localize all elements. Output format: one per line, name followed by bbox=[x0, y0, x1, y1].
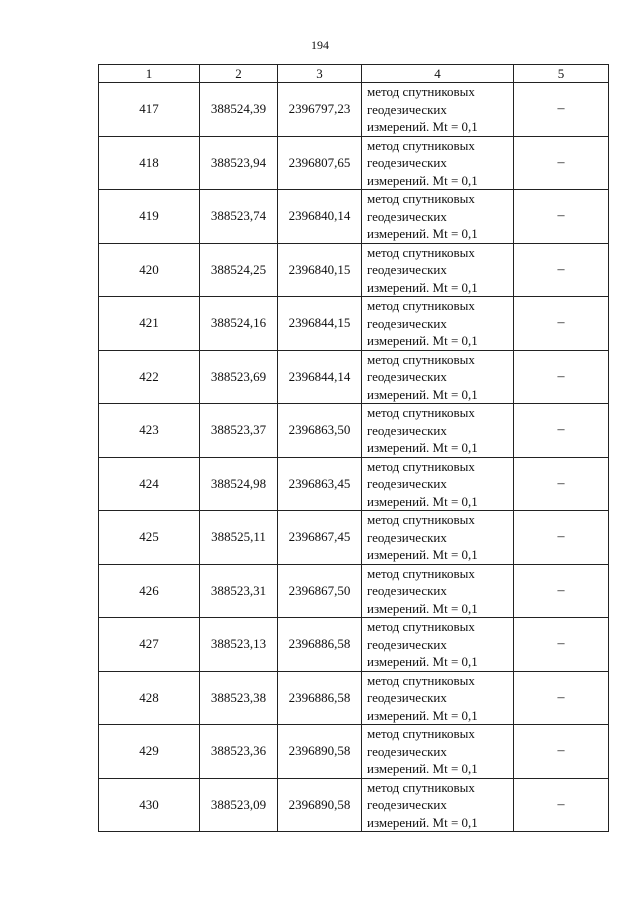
table-row bbox=[99, 618, 609, 672]
method-line: метод спутниковых bbox=[367, 351, 475, 367]
point-number-cell: 426 bbox=[99, 564, 200, 618]
method-cell bbox=[362, 243, 514, 297]
note-cell: – bbox=[514, 404, 609, 458]
table-row bbox=[99, 297, 609, 351]
point-number-cell: 428 bbox=[99, 671, 200, 725]
method-line: геодезических bbox=[367, 422, 447, 438]
method-line: геодезических bbox=[367, 636, 447, 652]
x-coordinate-cell: 388523,13 bbox=[200, 618, 278, 672]
table-row bbox=[99, 83, 609, 137]
note-cell: – bbox=[514, 778, 609, 832]
method-cell bbox=[362, 190, 514, 244]
x-coordinate-cell: 388524,25 bbox=[200, 243, 278, 297]
header-row bbox=[99, 65, 609, 83]
method-line: геодезических bbox=[367, 315, 447, 331]
y-coordinate-cell: 2396863,50 bbox=[278, 404, 362, 458]
x-coordinate-cell: 388523,69 bbox=[200, 350, 278, 404]
method-line: измерений. Mt = 0,1 bbox=[367, 761, 478, 776]
method-cell bbox=[362, 511, 514, 565]
y-coordinate-cell: 2396844,15 bbox=[278, 297, 362, 351]
note-cell: – bbox=[514, 457, 609, 511]
point-number-cell: 417 bbox=[99, 83, 200, 137]
method-line: геодезических bbox=[367, 797, 447, 812]
method-line: метод спутниковых bbox=[367, 619, 475, 634]
x-coordinate-cell: 388525,11 bbox=[200, 511, 278, 565]
x-coordinate-cell: 388523,94 bbox=[200, 136, 278, 190]
method-line: метод спутниковых bbox=[367, 779, 475, 795]
method-line: измерений. Mt = 0,1 bbox=[367, 600, 478, 616]
x-coordinate-cell: 388523,74 bbox=[200, 190, 278, 244]
note-cell: – bbox=[514, 350, 609, 404]
method-cell bbox=[362, 136, 514, 190]
note-cell: – bbox=[514, 671, 609, 725]
note-cell: – bbox=[514, 83, 609, 137]
note-cell: – bbox=[514, 297, 609, 351]
note-cell: – bbox=[514, 190, 609, 244]
table-row bbox=[99, 564, 609, 618]
page-number: 194 bbox=[311, 38, 329, 52]
method-line: измерений. Mt = 0,1 bbox=[367, 814, 478, 830]
header-col-3: 3 bbox=[278, 65, 362, 83]
x-coordinate-cell: 388523,36 bbox=[200, 725, 278, 779]
method-line: геодезических bbox=[367, 529, 447, 545]
header-col-2: 2 bbox=[200, 65, 278, 83]
y-coordinate-cell: 2396890,58 bbox=[278, 725, 362, 779]
y-coordinate-cell: 2396807,65 bbox=[278, 136, 362, 190]
method-line: метод спутниковых bbox=[367, 672, 475, 688]
y-coordinate-cell: 2396840,15 bbox=[278, 243, 362, 297]
method-line: метод спутниковых bbox=[367, 726, 475, 741]
x-coordinate-cell: 388523,37 bbox=[200, 404, 278, 458]
method-cell bbox=[362, 671, 514, 725]
method-line: геодезических bbox=[367, 743, 447, 759]
method-line: геодезических bbox=[367, 369, 447, 384]
table-row bbox=[99, 243, 609, 297]
method-line: измерений. Mt = 0,1 bbox=[367, 172, 478, 188]
method-line: метод спутниковых bbox=[367, 84, 475, 99]
method-cell bbox=[362, 83, 514, 137]
y-coordinate-cell: 2396840,14 bbox=[278, 190, 362, 244]
note-cell: – bbox=[514, 136, 609, 190]
method-cell bbox=[362, 350, 514, 404]
table-row bbox=[99, 778, 609, 832]
method-line: метод спутниковых bbox=[367, 244, 475, 260]
y-coordinate-cell: 2396867,50 bbox=[278, 564, 362, 618]
x-coordinate-cell: 388523,09 bbox=[200, 778, 278, 832]
coordinates-table bbox=[98, 64, 609, 832]
point-number-cell: 427 bbox=[99, 618, 200, 672]
method-cell bbox=[362, 725, 514, 779]
method-line: измерений. Mt = 0,1 bbox=[367, 226, 478, 241]
table-row bbox=[99, 511, 609, 565]
table-header bbox=[99, 65, 609, 83]
method-line: метод спутниковых bbox=[367, 458, 475, 474]
method-line: измерений. Mt = 0,1 bbox=[367, 333, 478, 348]
point-number-cell: 421 bbox=[99, 297, 200, 351]
method-cell bbox=[362, 564, 514, 618]
note-cell: – bbox=[514, 243, 609, 297]
method-line: метод спутниковых bbox=[367, 565, 475, 581]
point-number-cell: 425 bbox=[99, 511, 200, 565]
table-row bbox=[99, 404, 609, 458]
point-number-cell: 430 bbox=[99, 778, 200, 832]
point-number-cell: 418 bbox=[99, 136, 200, 190]
method-cell bbox=[362, 457, 514, 511]
y-coordinate-cell: 2396844,14 bbox=[278, 350, 362, 404]
method-line: измерений. Mt = 0,1 bbox=[367, 654, 478, 669]
table-row bbox=[99, 136, 609, 190]
note-cell: – bbox=[514, 564, 609, 618]
x-coordinate-cell: 388524,16 bbox=[200, 297, 278, 351]
method-line: измерений. Mt = 0,1 bbox=[367, 279, 478, 295]
method-cell bbox=[362, 618, 514, 672]
method-line: измерений. Mt = 0,1 bbox=[367, 440, 478, 455]
table-row bbox=[99, 350, 609, 404]
y-coordinate-cell: 2396890,58 bbox=[278, 778, 362, 832]
header-col-5: 5 bbox=[514, 65, 609, 83]
y-coordinate-cell: 2396886,58 bbox=[278, 618, 362, 672]
method-line: геодезических bbox=[367, 690, 447, 705]
table-row bbox=[99, 190, 609, 244]
method-line: измерений. Mt = 0,1 bbox=[367, 493, 478, 509]
point-number-cell: 420 bbox=[99, 243, 200, 297]
method-line: геодезических bbox=[367, 583, 447, 598]
method-cell bbox=[362, 778, 514, 832]
method-line: измерений. Mt = 0,1 bbox=[367, 386, 478, 402]
header-col-1: 1 bbox=[99, 65, 200, 83]
method-line: измерений. Mt = 0,1 bbox=[367, 547, 478, 562]
method-line: геодезических bbox=[367, 101, 447, 117]
method-cell bbox=[362, 297, 514, 351]
method-line: геодезических bbox=[367, 208, 447, 224]
y-coordinate-cell: 2396863,45 bbox=[278, 457, 362, 511]
method-line: геодезических bbox=[367, 476, 447, 491]
method-line: метод спутниковых bbox=[367, 512, 475, 527]
method-line: метод спутниковых bbox=[367, 405, 475, 420]
note-cell: – bbox=[514, 725, 609, 779]
method-line: метод спутниковых bbox=[367, 191, 475, 206]
y-coordinate-cell: 2396886,58 bbox=[278, 671, 362, 725]
point-number-cell: 422 bbox=[99, 350, 200, 404]
point-number-cell: 423 bbox=[99, 404, 200, 458]
y-coordinate-cell: 2396867,45 bbox=[278, 511, 362, 565]
method-line: геодезических bbox=[367, 262, 447, 277]
method-line: измерений. Mt = 0,1 bbox=[367, 707, 478, 723]
x-coordinate-cell: 388524,39 bbox=[200, 83, 278, 137]
header-col-4: 4 bbox=[362, 65, 514, 83]
table-body bbox=[99, 83, 609, 832]
y-coordinate-cell: 2396797,23 bbox=[278, 83, 362, 137]
method-line: геодезических bbox=[367, 155, 447, 170]
x-coordinate-cell: 388523,31 bbox=[200, 564, 278, 618]
method-line: измерений. Mt = 0,1 bbox=[367, 119, 478, 134]
method-cell bbox=[362, 404, 514, 458]
note-cell: – bbox=[514, 618, 609, 672]
table-row bbox=[99, 671, 609, 725]
note-cell: – bbox=[514, 511, 609, 565]
table-row bbox=[99, 725, 609, 779]
method-line: метод спутниковых bbox=[367, 137, 475, 153]
point-number-cell: 429 bbox=[99, 725, 200, 779]
x-coordinate-cell: 388524,98 bbox=[200, 457, 278, 511]
point-number-cell: 419 bbox=[99, 190, 200, 244]
method-line: метод спутниковых bbox=[367, 298, 475, 313]
point-number-cell: 424 bbox=[99, 457, 200, 511]
x-coordinate-cell: 388523,38 bbox=[200, 671, 278, 725]
table-row bbox=[99, 457, 609, 511]
